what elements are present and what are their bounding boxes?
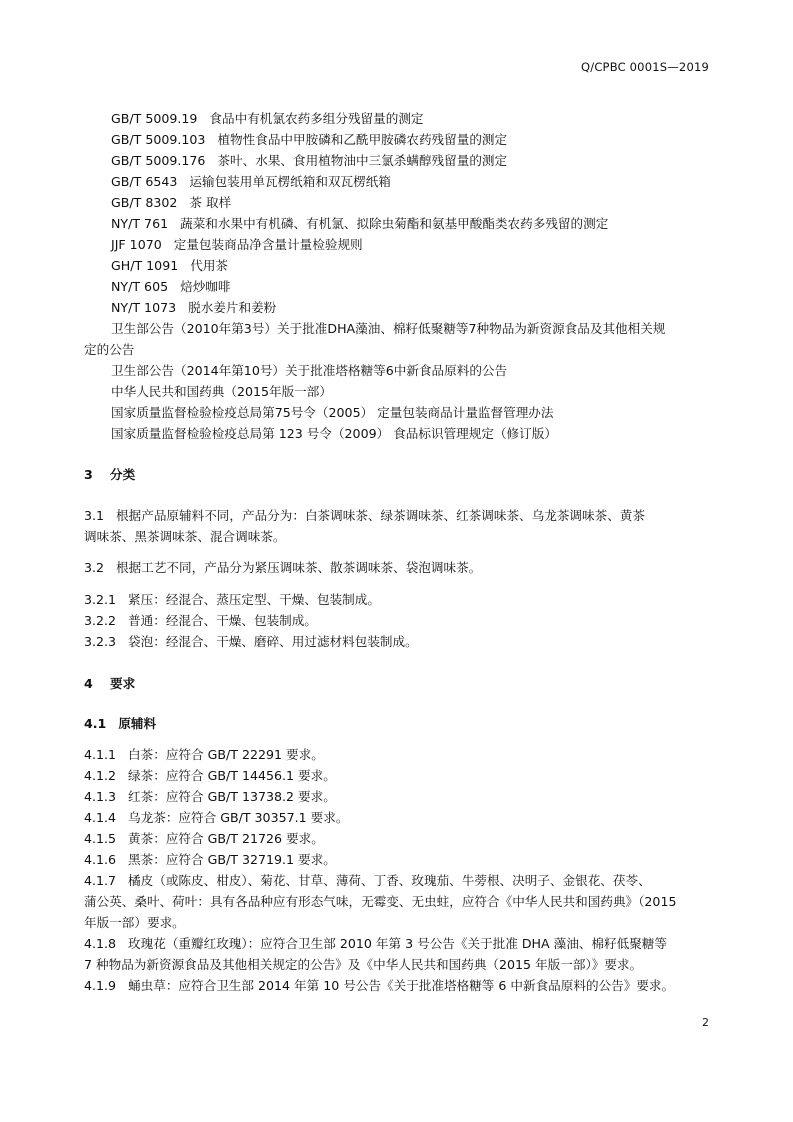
reference-title: 代用茶 xyxy=(190,258,228,273)
clause-item xyxy=(84,747,324,763)
clause-text: 橘皮（或陈皮、柑皮）、菊花、甘草、薄荷、丁香、玫瑰茄、牛蒡根、决明子、金银花、茯苓、 xyxy=(128,873,651,888)
clause-text-continued: 7 种物品为新资源食品及其他相关规定的公告》及《中华人民共和国药典（2015 年版一部）》要求。 xyxy=(84,957,643,972)
reference-item xyxy=(111,300,276,316)
clause-text: 根据工艺不同，产品分为紧压调味茶、散茶调味茶、袋泡调味茶。 xyxy=(116,560,482,575)
reference-item xyxy=(111,237,363,253)
clause-text-continued: 年版一部）要求。 xyxy=(84,915,185,930)
reference-item xyxy=(111,195,231,211)
clause-number: 4.1.2 xyxy=(84,768,117,783)
clause-text: 普通：经混合、干燥、包装制成。 xyxy=(128,613,317,628)
clause-item xyxy=(84,634,418,650)
clause-item xyxy=(84,768,336,784)
clause-text: 红茶：应符合 GB/T 13738.2 要求。 xyxy=(128,789,336,804)
clause-item xyxy=(84,592,380,608)
clause-number: 4.1.8 xyxy=(84,936,117,951)
clause-text: 白茶：应符合 GB/T 22291 要求。 xyxy=(128,747,324,762)
reference-title: 焙炒咖啡 xyxy=(180,279,231,294)
reference-code: GH/T 1091 xyxy=(111,258,179,273)
reference-title: 蔬菜和水果中有机磷、有机氯、拟除虫菊酯和氨基甲酸酯类农药多残留的测定 xyxy=(180,216,609,231)
subsection-heading xyxy=(84,716,156,732)
clause-text: 绿茶：应符合 GB/T 14456.1 要求。 xyxy=(128,768,336,783)
reference-title: 食品中有机氯农药多组分残留量的测定 xyxy=(209,111,424,126)
reference-code: GB/T 5009.176 xyxy=(111,153,206,168)
reference-title: 脱水姜片和姜粉 xyxy=(188,300,277,315)
reference-code: GB/T 5009.19 xyxy=(111,111,198,126)
clause-number: 4.1 xyxy=(84,716,107,731)
clause-text-continued: 调味茶、黑茶调味茶、混合调味茶。 xyxy=(84,529,286,544)
clause-number: 4.1.7 xyxy=(84,873,117,888)
clause-number: 3.2.1 xyxy=(84,592,117,607)
section-number: 4 xyxy=(84,676,93,691)
notice-line: 国家质量监督检验检疫总局第75号令（2005） 定量包装商品计量监督管理办法 xyxy=(111,405,554,420)
clause-4-1-9 xyxy=(84,978,674,994)
clause-number: 4.1.1 xyxy=(84,747,117,762)
reference-code: JJF 1070 xyxy=(111,237,162,252)
notice-line: 国家质量监督检验检疫总局第 123 号令（2009） 食品标识管理规定（修订版） xyxy=(111,426,557,441)
clause-item xyxy=(84,831,324,847)
clause-number: 3.1 xyxy=(84,508,105,523)
section-heading xyxy=(84,676,135,692)
clause-text-continued: 蒲公英、桑叶、荷叶：具有各品种应有形态气味，无霉变、无虫蛀，应符合《中华人民共和国药典》（2015 xyxy=(84,894,677,909)
clause-number: 4.1.9 xyxy=(84,978,117,993)
clause-3-1 xyxy=(84,508,645,524)
clause-text: 根据产品原辅料不同，产品分为：白茶调味茶、绿茶调味茶、红茶调味茶、乌龙茶调味茶、黄茶 xyxy=(116,508,645,523)
reference-item xyxy=(111,279,230,295)
reference-title: 茶 取样 xyxy=(189,195,232,210)
clause-item xyxy=(84,852,336,868)
reference-title: 植物性食品中甲胺磷和乙酰甲胺磷农药残留量的测定 xyxy=(217,132,508,147)
reference-item xyxy=(111,258,228,274)
clause-item xyxy=(84,789,336,805)
reference-code: NY/T 605 xyxy=(111,279,169,294)
notice-line: 中华人民共和国药典（2015年版一部） xyxy=(111,384,332,399)
page-number: 2 xyxy=(702,1016,709,1029)
clause-item xyxy=(84,613,317,629)
reference-title: 茶叶、水果、食用植物油中三氯杀螨醇残留量的测定 xyxy=(217,153,508,168)
reference-item xyxy=(111,111,424,127)
clause-number: 3.2 xyxy=(84,560,105,575)
reference-item xyxy=(111,153,507,169)
clause-text: 紧压：经混合、蒸压定型、干燥、包装制成。 xyxy=(128,592,380,607)
notice-line: 卫生部公告（2014年第10号）关于批准塔格糖等6中新食品原料的公告 xyxy=(111,363,508,378)
clause-item xyxy=(84,810,348,826)
section-title: 要求 xyxy=(110,676,136,691)
reference-code: GB/T 5009.103 xyxy=(111,132,206,147)
reference-item xyxy=(111,132,507,148)
reference-title: 运输包装用单瓦楞纸箱和双瓦楞纸箱 xyxy=(189,174,391,189)
clause-number: 4.1.5 xyxy=(84,831,117,846)
section-heading xyxy=(84,467,135,483)
clause-text: 黑茶：应符合 GB/T 32719.1 要求。 xyxy=(128,852,336,867)
clause-text: 黄茶：应符合 GB/T 21726 要求。 xyxy=(128,831,324,846)
clause-number: 3.2.2 xyxy=(84,613,117,628)
reference-code: NY/T 1073 xyxy=(111,300,177,315)
clause-text: 乌龙茶：应符合 GB/T 30357.1 要求。 xyxy=(128,810,349,825)
clause-number: 4.1.3 xyxy=(84,789,117,804)
clause-number: 4.1.6 xyxy=(84,852,117,867)
clause-4-1-7 xyxy=(84,873,651,889)
section-title: 分类 xyxy=(110,467,136,482)
reference-code: GB/T 8302 xyxy=(111,195,178,210)
clause-text: 袋泡：经混合、干燥、磨碎、用过滤材料包装制成。 xyxy=(128,634,418,649)
reference-code: GB/T 6543 xyxy=(111,174,178,189)
section-number: 3 xyxy=(84,467,93,482)
clause-text: 玫瑰花（重瓣红玫瑰）：应符合卫生部 2010 年第 3 号公告《关于批准 DHA 藻油、棉籽低聚糖等 xyxy=(128,936,667,951)
clause-number: 4.1.4 xyxy=(84,810,117,825)
reference-item xyxy=(111,174,391,190)
clause-text: 蛹虫草：应符合卫生部 2014 年第 10 号公告《关于批准塔格糖等 6 中新食品原料的公告》要求。 xyxy=(128,978,675,993)
subsection-title: 原辅料 xyxy=(118,716,157,731)
reference-code: NY/T 761 xyxy=(111,216,169,231)
standard-code: Q/CPBC 0001S—2019 xyxy=(581,60,709,74)
reference-item xyxy=(111,216,608,232)
clause-4-1-8 xyxy=(84,936,667,952)
reference-title: 定量包装商品净含量计量检验规则 xyxy=(173,237,363,252)
clause-number: 3.2.3 xyxy=(84,634,117,649)
notice-line: 定的公告 xyxy=(84,342,135,357)
clause-3-2 xyxy=(84,560,481,576)
notice-line: 卫生部公告（2010年第3号）关于批准DHA藻油、棉籽低聚糖等7种物品为新资源食品及其他相关规 xyxy=(111,321,666,336)
